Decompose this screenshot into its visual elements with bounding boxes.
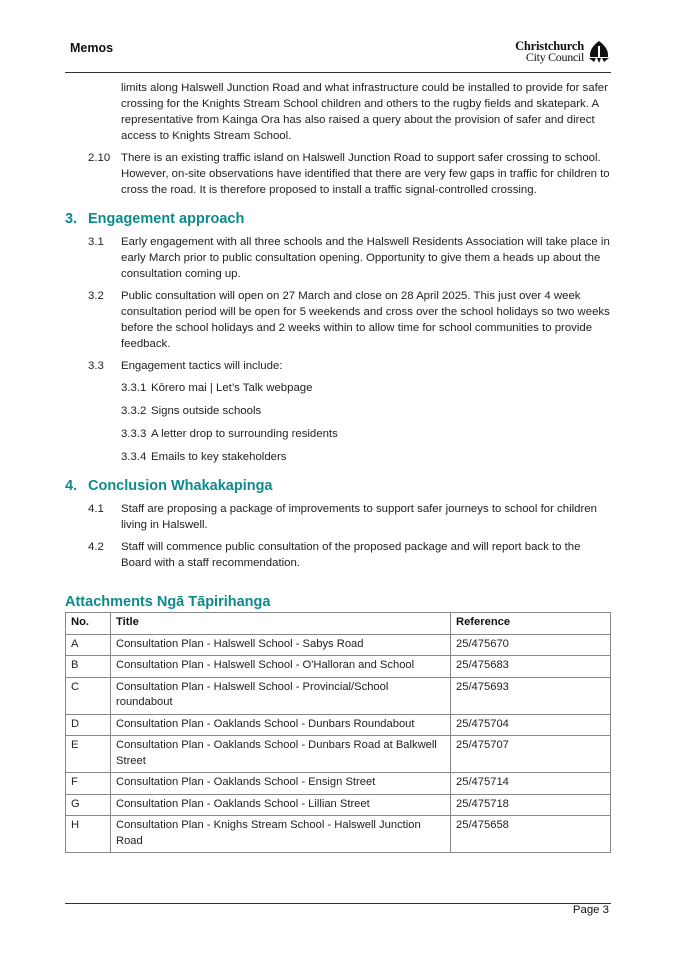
continuation-paragraph: limits along Halswell Junction Road and what infrastructure could be installed to provide for safer crossing for the Knights Stream School children and others to the rugby fields and skatepark. A representative from Kainga Ora has also raised a query about the provision of safer and direct access to Knights Stream School. <box>121 82 608 142</box>
attachments-heading: Attachments Ngā Tāpirihanga <box>65 594 271 610</box>
paragraph-3-3: 3.3 Engagement tactics will include: <box>88 360 283 372</box>
paragraph-3-1: 3.1 Early engagement with all three schools and the Halswell Residents Association will take place in early March prior to public consultation opening. Opportunity to give them a heads up about the consultation coming up. <box>88 236 610 280</box>
memo-body <box>65 80 611 853</box>
table-row <box>66 714 611 736</box>
attachment-title: Consultation Plan - Halswell School - Sabys Road <box>111 634 451 656</box>
cathedral-logo-icon <box>587 40 611 64</box>
attachment-no: D <box>66 714 111 736</box>
paragraph-4-2: 4.2 Staff will commence public consultation of the proposed package and will report back to the Board with a staff recommendation. <box>88 541 581 569</box>
logo-line2: City Council <box>525 50 584 64</box>
attachment-reference: 25/475658 <box>451 816 611 853</box>
column-header-reference: Reference <box>451 613 611 635</box>
attachment-title: Consultation Plan - Oaklands School - Ensign Street <box>111 773 451 795</box>
column-header-no: No. <box>66 613 111 635</box>
paragraph-number: 2.10 <box>88 152 111 164</box>
attachment-reference: 25/475707 <box>451 736 611 773</box>
attachment-no: H <box>66 816 111 853</box>
attachment-reference: 25/475683 <box>451 656 611 678</box>
subitem-3-3-4: 3.3.4 Emails to key stakeholders <box>121 451 287 463</box>
logo-line1: Christchurch <box>515 39 584 53</box>
attachment-no: C <box>66 677 111 714</box>
table-row <box>66 677 611 714</box>
page-header <box>65 36 611 73</box>
attachment-no: G <box>66 794 111 816</box>
attachment-reference: 25/475704 <box>451 714 611 736</box>
attachment-no: E <box>66 736 111 773</box>
paragraph-2-10: 2.10 There is an existing traffic island on Halswell Junction Road to support safer crossing to school. However, on-site observations have identified that there are very few gaps in traffic for children to cross the road. It is therefore proposed to install a traffic signal-controlled crossing. <box>88 152 610 196</box>
attachments-table <box>65 612 611 853</box>
table-header-row <box>66 613 611 635</box>
page-footer <box>65 903 611 916</box>
subitem-3-3-2: 3.3.2 Signs outside schools <box>121 405 262 417</box>
section-heading-conclusion: 4. Conclusion Whakakapinga <box>65 478 273 494</box>
paragraph-3-2: 3.2 Public consultation will open on 27 March and close on 28 April 2025. This just over 4 week consultation period will be open for 5 weekends and cross over the school holidays so two weeks before the school holidays and 2 weeks within to allow time for school communities to provide feedback. <box>88 290 610 350</box>
table-row <box>66 773 611 795</box>
subitem-3-3-1: 3.3.1 Kōrero mai | Let’s Talk webpage <box>121 382 313 394</box>
table-row <box>66 794 611 816</box>
table-row <box>66 816 611 853</box>
attachment-no: F <box>66 773 111 795</box>
table-row <box>66 656 611 678</box>
column-header-title: Title <box>111 613 451 635</box>
attachment-title: Consultation Plan - Oaklands School - Lillian Street <box>111 794 451 816</box>
attachment-reference: 25/475714 <box>451 773 611 795</box>
attachment-title: Consultation Plan - Oaklands School - Dunbars Roundabout <box>111 714 451 736</box>
attachment-no: B <box>66 656 111 678</box>
attachment-title: Consultation Plan - Oaklands School - Dunbars Road at Balkwell Street <box>111 736 451 773</box>
paragraph-4-1: 4.1 Staff are proposing a package of improvements to support safer journeys to school for children living in Halswell. <box>88 503 597 531</box>
subitem-3-3-3: 3.3.3 A letter drop to surrounding residents <box>121 428 338 440</box>
section-heading-engagement: 3. Engagement approach <box>65 211 245 227</box>
attachment-reference: 25/475670 <box>451 634 611 656</box>
header-title: Memos <box>70 41 114 55</box>
attachment-title: Consultation Plan - Halswell School - Provincial/School roundabout <box>111 677 451 714</box>
table-row <box>66 736 611 773</box>
attachment-title: Consultation Plan - Halswell School - O'Halloran and School <box>111 656 451 678</box>
council-logo <box>515 40 611 64</box>
attachment-reference: 25/475718 <box>451 794 611 816</box>
page-number: Page 3 <box>572 904 609 916</box>
attachment-no: A <box>66 634 111 656</box>
attachment-title: Consultation Plan - Knighs Stream School - Halswell Junction Road <box>111 816 451 853</box>
attachment-reference: 25/475693 <box>451 677 611 714</box>
table-row <box>66 634 611 656</box>
